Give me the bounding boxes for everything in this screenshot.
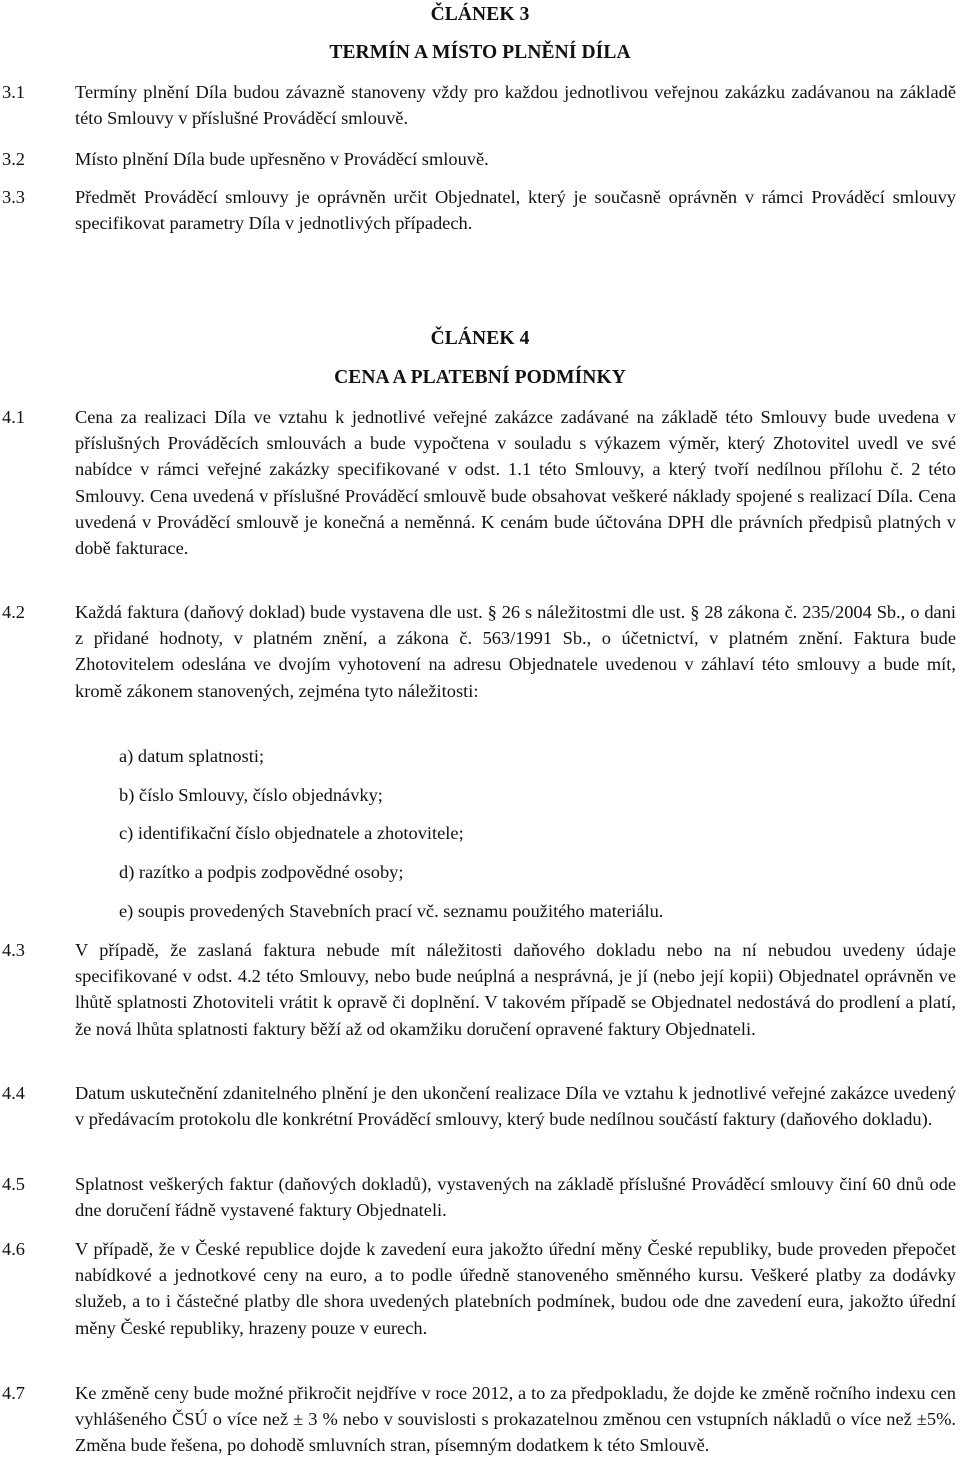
clause-number: 3.3 — [2, 187, 25, 207]
clause-number: 4.3 — [2, 940, 25, 960]
invoice-item-work-list: e) soupis provedených Stavebních prací vč. seznamu použitého materiálu. — [119, 901, 664, 921]
clause-text: Ke změně ceny bude možné přikročit nejdříve v roce 2012, a to za předpokladu, že dojde ke změně ročního indexu cen vyhlášeného ČSÚ o více než ± 3 % nebo v souvislosti s prokazatelnou změnou cen vstupních nákladů o více než ±5%. Změna bude řešena, po dohodě smluvních stran, písemným dodatkem k této Smlouvě. — [75, 1383, 956, 1456]
article-3-subtitle: TERMÍN A MÍSTO PLNĚNÍ DÍLA — [329, 42, 631, 63]
article-4-subtitle: CENA A PLATEBNÍ PODMÍNKY — [334, 367, 626, 388]
clause-text: Termíny plnění Díla budou závazně stanoveny vždy pro každou jednotlivou veřejnou zakázku zadávanou na základě této Smlouvy v příslušné Prováděcí smlouvě. — [75, 82, 956, 129]
invoice-item-contract-number: b) číslo Smlouvy, číslo objednávky; — [119, 785, 383, 805]
clause-number: 4.4 — [2, 1083, 25, 1103]
clause-text: V případě, že v České republice dojde k zavedení eura jakožto úřední měny České republiky, bude proveden přepočet nabídkové a jednotkové ceny na euro, a to podle úředně stanoveného směnného kursu. Veškeré platby za dodávky služeb, a to i částečné platby dle shora uvedených platebních podmínek, budou ode dne zavedení eura, jakožto úřední měny České republiky, hrazeny pouze v eurech. — [75, 1239, 956, 1338]
clause-number: 3.2 — [2, 149, 25, 169]
invoice-item-stamp-signature: d) razítko a podpis zodpovědné osoby; — [119, 862, 404, 882]
clause-number: 4.6 — [2, 1239, 25, 1259]
clause-text: Cena za realizaci Díla ve vztahu k jednotlivé veřejné zakázce zadávané na základě této Smlouvy bude uvedena v příslušných Prováděcích smlouvách a bude vypočtena v souladu s výkazem výměr, který Zhotovitel uvedl ve své nabídce v rámci veřejné zakázky specifikované v odst. 1.1 této Smlouvy, a který tvoří nedílnou přílohu č. 2 této Smlouvy. Cena uvedená v příslušné Prováděcí smlouvě bude obsahovat veškeré náklady spojené s realizací Díla. Cena uvedená v Prováděcí smlouvě je konečná a neměnná. K cenám bude účtována DPH dle právních předpisů platných v době fakturace. — [75, 407, 956, 559]
invoice-item-id-number: c) identifikační číslo objednatele a zhotovitele; — [119, 823, 464, 843]
article-3-title: ČLÁNEK 3 — [430, 4, 530, 25]
clause-number: 4.7 — [2, 1383, 25, 1403]
clause-text: Místo plnění Díla bude upřesněno v Prováděcí smlouvě. — [75, 149, 489, 169]
clause-number: 4.5 — [2, 1174, 25, 1194]
clause-text: Předmět Prováděcí smlouvy je oprávněn určit Objednatel, který je současně oprávněn v rámci Prováděcí smlouvy specifikovat parametry Díla v jednotlivých případech. — [75, 187, 956, 234]
clause-number: 4.1 — [2, 407, 25, 427]
clause-text: Datum uskutečnění zdanitelného plnění je den ukončení realizace Díla ve vztahu k jednotlivé veřejné zakázce uvedený v předávacím protokolu dle konkrétní Prováděcí smlouvy, který bude nedílnou součástí faktury (daňového dokladu). — [75, 1083, 956, 1130]
clause-text: Splatnost veškerých faktur (daňových dokladů), vystavených na základě příslušné Prováděcí smlouvy činí 60 dnů ode dne doručení řádně vystavené faktury Objednateli. — [75, 1174, 956, 1221]
invoice-item-due-date: a) datum splatnosti; — [119, 746, 265, 766]
article-4-title: ČLÁNEK 4 — [430, 328, 530, 349]
clause-text: V případě, že zaslaná faktura nebude mít náležitosti daňového dokladu nebo na ní nebudou uvedeny údaje specifikované v odst. 4.2 této Smlouvy, nebo bude neúplná a nesprávná, je jí (nebo její kopii) Objednatel oprávněn ve lhůtě splatnosti Zhotoviteli vrátit k opravě či doplnění. V takovém případě se Objednatel nedostává do prodlení a platí, že nová lhůta splatnosti faktury běží až od okamžiku doručení opravené faktury Objednateli. — [75, 940, 956, 1039]
clause-number: 4.2 — [2, 602, 25, 622]
clause-number: 3.1 — [2, 82, 25, 102]
clause-text: Každá faktura (daňový doklad) bude vystavena dle ust. § 26 s náležitostmi dle ust. § 28 zákona č. 235/2004 Sb., o dani z přidané hodnoty, v platném znění, a zákona č. 563/1991 Sb., o účetnictví, v platném znění. Faktura bude Zhotovitelem odeslána ve dvojím vyhotovení na adresu Objednatele uvedenou v záhlaví této smlouvy a bude mít, kromě zákonem stanovených, zejména tyto náležitosti: — [75, 602, 956, 701]
